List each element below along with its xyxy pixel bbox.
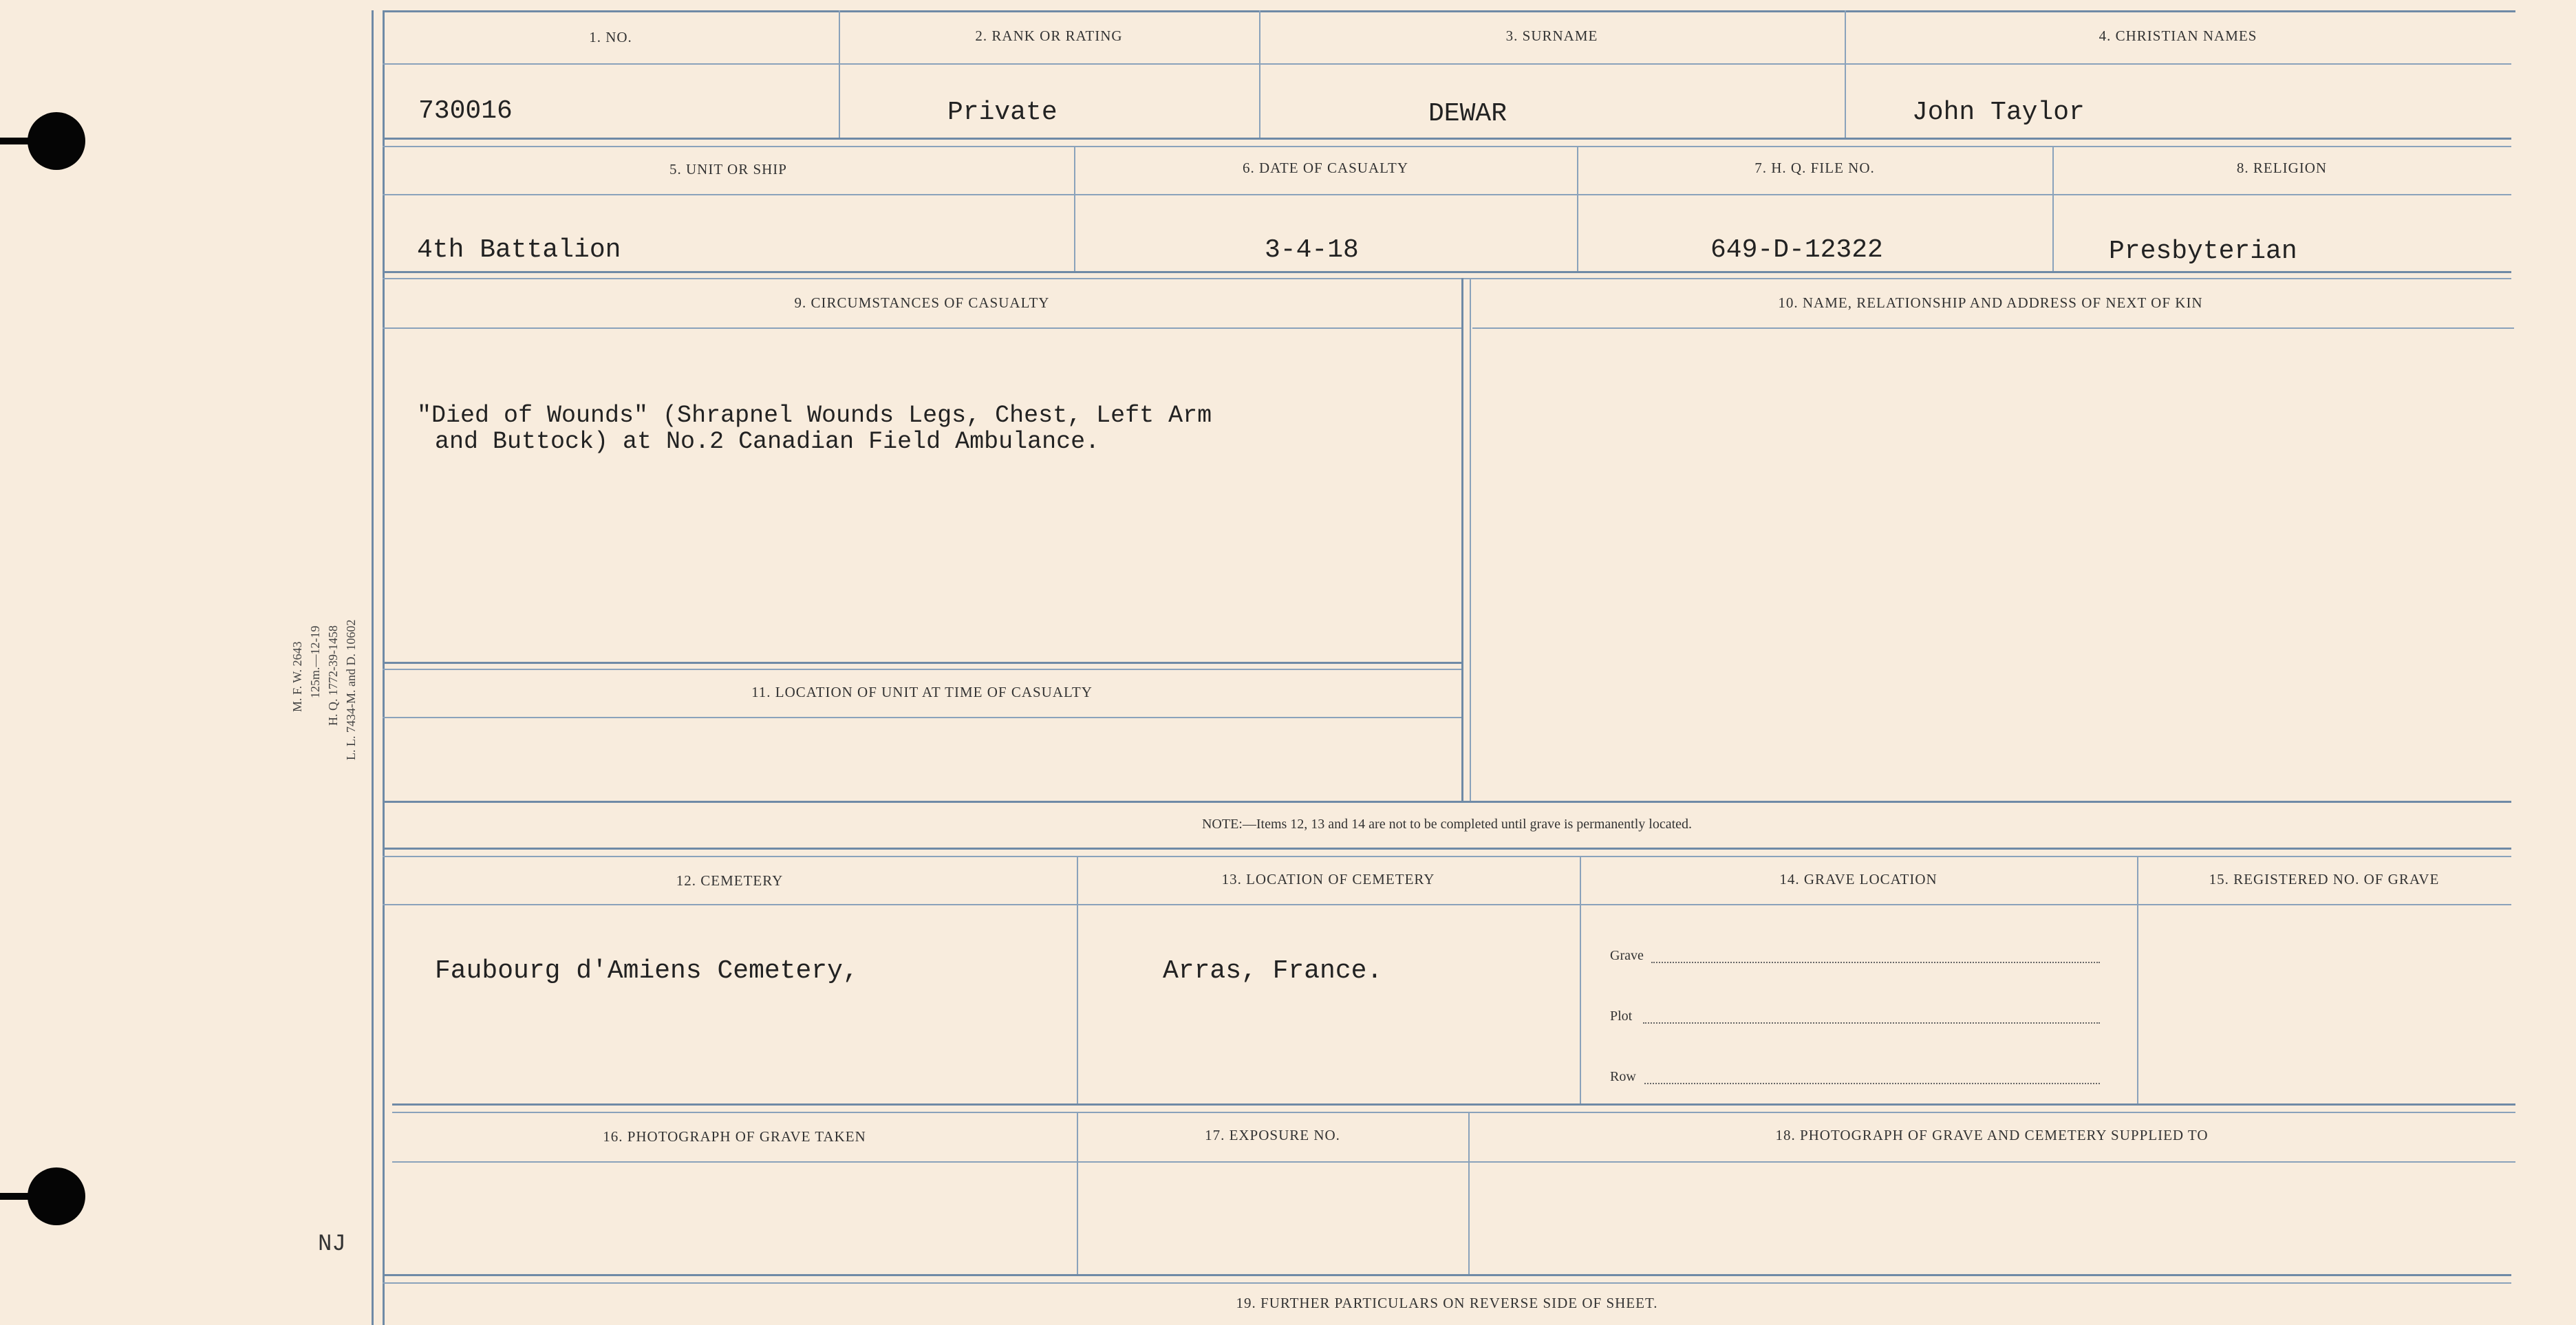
label-cemetery: 12. CEMETERY — [676, 872, 784, 889]
row2-bottom — [383, 271, 2511, 273]
label-further: 19. FURTHER PARTICULARS ON REVERSE SIDE OF SHEET. — [1236, 1295, 1658, 1311]
item11-top — [383, 662, 1461, 664]
grave-field — [1610, 948, 1644, 964]
row4-div-1 — [1077, 856, 1078, 1103]
note-bottom-2 — [383, 856, 2511, 857]
left-border-outer — [372, 10, 374, 1325]
form-code-1: M. F. W. 2643 — [290, 641, 304, 712]
label-photograph-supplied: 18. PHOTOGRAPH OF GRAVE AND CEMETERY SUPPLIED TO — [1775, 1127, 2209, 1143]
row-label: Row — [1610, 1069, 1636, 1084]
value-rank: Private — [947, 98, 1058, 127]
label-unit: 5. UNIT OR SHIP — [669, 161, 787, 177]
row6-top-2 — [383, 1282, 2511, 1284]
label-photograph-taken: 16. PHOTOGRAPH OF GRAVE TAKEN — [603, 1128, 866, 1145]
value-hq-file: 649-D-12322 — [1710, 235, 1883, 265]
clerk-initials: NJ — [318, 1231, 346, 1258]
form-code-4: L. L. 7434-M. and D. 10602 — [344, 619, 358, 760]
row5-top-2 — [392, 1112, 2515, 1113]
value-location-of-cemetery: Arras, France. — [1163, 956, 1383, 986]
value-christian-names: John Taylor — [1912, 98, 2085, 127]
label-hq-file: 7. H. Q. FILE NO. — [1754, 160, 1875, 176]
label-location-of-unit: 11. LOCATION OF UNIT AT TIME OF CASUALTY — [751, 684, 1093, 700]
row5-top — [392, 1103, 2515, 1106]
label-rank: 2. RANK OR RATING — [975, 28, 1123, 44]
punch-hole-bottom — [28, 1167, 85, 1225]
label-no: 1. NO. — [589, 29, 632, 45]
row4-div-2 — [1580, 856, 1581, 1103]
label-location-of-cemetery: 13. LOCATION OF CEMETERY — [1221, 871, 1435, 887]
row1-label-line — [383, 63, 2511, 65]
row1-bottom — [383, 138, 2511, 140]
value-no: 730016 — [418, 96, 513, 126]
value-religion: Presbyterian — [2109, 237, 2297, 266]
plot-label: Plot — [1610, 1009, 1633, 1024]
row1-top — [383, 10, 2515, 12]
left-border-inner — [383, 10, 385, 1325]
value-surname: DEWAR — [1428, 99, 1507, 129]
label-next-of-kin: 10. NAME, RELATIONSHIP AND ADDRESS OF NEXT OF KIN — [1778, 294, 2203, 311]
plot-field — [1610, 1009, 1632, 1024]
label-surname: 3. SURNAME — [1505, 28, 1598, 44]
note-text: NOTE:—Items 12, 13 and 14 are not to be completed until grave is permanently located. — [1201, 817, 1693, 832]
row3-label-line-left — [383, 327, 1463, 329]
grave-dotted — [1651, 962, 2100, 963]
row6-top — [383, 1274, 2511, 1276]
value-date-of-casualty: 3-4-18 — [1265, 235, 1359, 265]
row1-bottom-2 — [383, 146, 2511, 147]
row3-label-line-right — [1472, 327, 2514, 329]
row3-div-inner — [1470, 278, 1471, 801]
label-registered-no: 15. REGISTERED NO. OF GRAVE — [2209, 871, 2440, 887]
row5-label-line — [392, 1161, 2515, 1163]
note-bottom — [383, 848, 2511, 850]
label-date-of-casualty: 6. DATE OF CASUALTY — [1242, 160, 1409, 176]
plot-dotted — [1643, 1022, 2100, 1024]
item11-label-line — [383, 717, 1461, 718]
row-dotted — [1644, 1083, 2100, 1084]
row4-label-line — [383, 904, 2511, 905]
label-circumstances: 9. CIRCUMSTANCES OF CASUALTY — [794, 294, 1050, 311]
value-unit: 4th Battalion — [417, 235, 621, 265]
label-grave-location: 14. GRAVE LOCATION — [1779, 871, 1938, 887]
item11-top-2 — [383, 669, 1461, 670]
row4-div-3 — [2137, 856, 2138, 1103]
form-code-3: H. Q. 1772-39-1458 — [326, 625, 340, 726]
row2-label-line — [383, 194, 2511, 195]
grave-label: Grave — [1610, 948, 1644, 963]
row-field — [1610, 1069, 1636, 1085]
label-exposure-no: 17. EXPOSURE NO. — [1205, 1127, 1340, 1143]
row3-div-outer — [1461, 278, 1463, 801]
value-cemetery: Faubourg d'Amiens Cemetery, — [435, 956, 859, 986]
label-christian-names: 4. CHRISTIAN NAMES — [2099, 28, 2257, 44]
note-top — [383, 801, 2511, 803]
value-circumstances-line1: "Died of Wounds" (Shrapnel Wounds Legs, Chest, Left Arm — [417, 402, 1212, 429]
label-religion: 8. RELIGION — [2236, 160, 2328, 176]
value-circumstances-line2: and Buttock) at No.2 Canadian Field Ambulance. — [435, 428, 1100, 455]
row2-bottom-2 — [383, 278, 2511, 279]
punch-hole-top — [28, 112, 85, 170]
form-code-2: 125m.—12-19 — [308, 625, 322, 698]
